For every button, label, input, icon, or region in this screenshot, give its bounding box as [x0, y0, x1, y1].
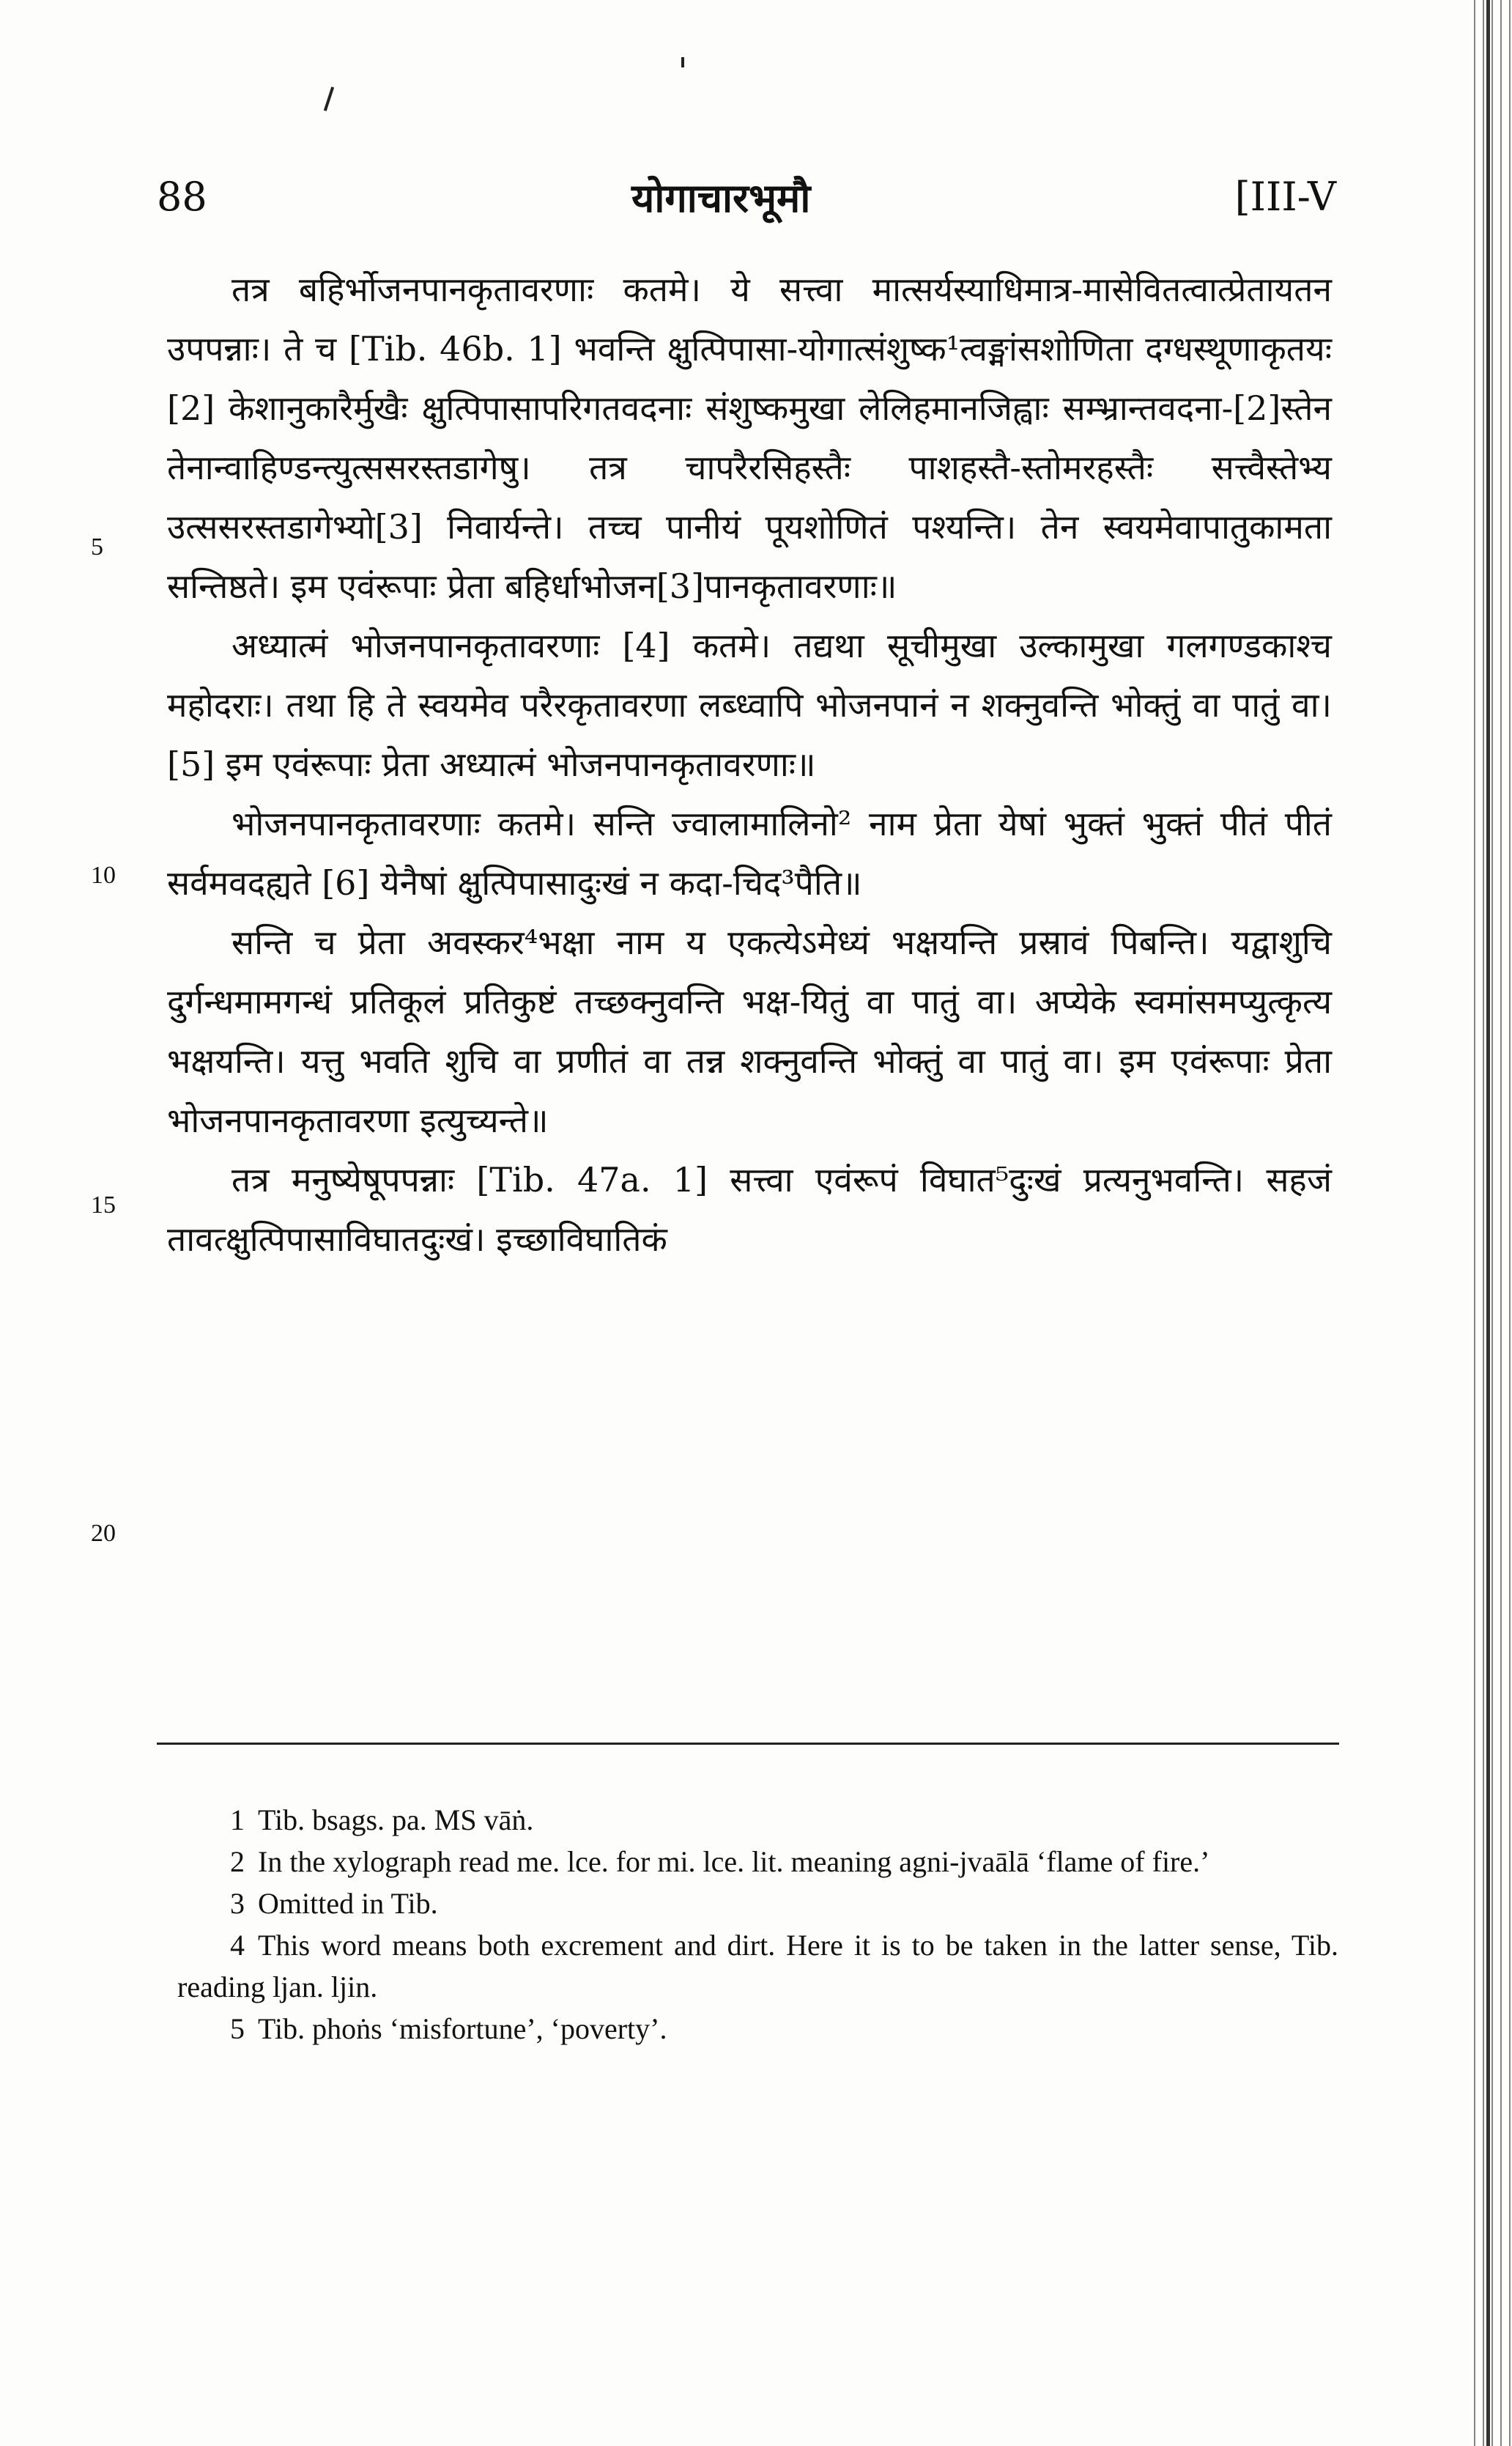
footnote-number: 5 — [230, 2012, 245, 2045]
main-text — [167, 260, 1332, 1269]
spine-border-line — [1486, 0, 1490, 2446]
footnote-text: This word means both excrement and dirt. Here it is to be taken in the latter sense, Tib. reading ljan. ljin. — [177, 1929, 1338, 2003]
footnote — [177, 1799, 1338, 1841]
paragraph: तत्र बहिर्भोजनपानकृतावरणाः कतमे। ये सत्त्वा मात्सर्यस्याधिमात्र-मासेवितत्वात्प्रेतायतन उपपन्नाः। ते च [Tib. 46b. 1] भवन्ति क्षुत्पिपासा-योगात्संशुष्क¹त्वङ्मांसशोणिता दग्धस्थूणाकृतयः [2] केशानुकारैर्मुखैः क्षुत्पिपासापरिगतवदनाः संशुष्कमुखा लेलिहमानजिह्वाः सम्भ्रान्तवदना-[2]स्तेन तेनान्वाहिण्डन्त्युत्ससरस्तडागेषु। तत्र चापरैरसिहस्तैः पाशहस्तै-स्तोमरहस्तैः सत्त्वैस्तेभ्य उत्ससरस्तडागेभ्यो[3] निवार्यन्ते। तच्च पानीयं पूयशोणितं पश्यन्ति। तेन स्वयमेवापातुकामता सन्तिष्ठते। इम एवंरूपाः प्रेता बहिर्धाभोजन[3]पानकृतावरणाः॥ — [167, 270, 1332, 606]
stray-mark — [324, 86, 334, 111]
footnote — [177, 2008, 1338, 2050]
line-number-5: 5 — [91, 533, 103, 561]
line-number-15: 15 — [91, 1191, 116, 1219]
running-title: योगाचारभूमौ — [631, 174, 811, 221]
footnote-number: 1 — [230, 1803, 245, 1836]
footnote-number: 4 — [230, 1929, 245, 1962]
footnote-text: Tib. bsags. pa. MS vāṅ. — [258, 1803, 534, 1836]
footnote-number: 3 — [230, 1887, 245, 1920]
stray-mark — [681, 57, 684, 67]
line-number-10: 10 — [91, 862, 116, 889]
section-marker: [III-V — [1234, 173, 1336, 220]
footnotes — [177, 1799, 1338, 2050]
paragraph: भोजनपानकृतावरणाः कतमे। सन्ति ज्वालामालिनो² नाम प्रेता येषां भुक्तं भुक्तं पीतं पीतं सर्वमवदह्यते [6] येनैषां क्षुत्पिपासादुःखं न कदा-चिद³पैति॥ — [167, 804, 1332, 903]
paragraph: अध्यात्मं भोजनपानकृतावरणाः [4] कतमे। तद्यथा सूचीमुखा उल्कामुखा गलगण्डकाश्च महोदराः। तथा हि ते स्वयमेव परैरकृतावरणा लब्ध्वापि भोजनपानं न शक्नुवन्ति भोक्तुं वा पातुं वा। [5] इम एवंरूपाः प्रेता अध्यात्मं भोजनपानकृतावरणाः॥ — [167, 626, 1332, 784]
footnote-text: In the xylograph read me. lce. for mi. lce. lit. meaning agni-jvaālā ‘flame of fire.’ — [258, 1845, 1210, 1878]
footnote-text: Omitted in Tib. — [258, 1887, 438, 1920]
page-number: 88 — [157, 173, 207, 220]
paragraph: तत्र मनुष्येषूपपन्नाः [Tib. 47a. 1] सत्त्वा एवंरूपं विघात⁵दुःखं प्रत्यनुभवन्ति। सहजं तावत्क्षुत्पिपासाविघातदुःखं। इच्छाविघातिकं — [167, 1160, 1332, 1259]
running-header — [157, 167, 1336, 226]
paragraph: सन्ति च प्रेता अवस्कर⁴भक्षा नाम य एकत्येऽमेध्यं भक्षयन्ति प्रस्रावं पिबन्ति। यद्वाशुचि दुर्गन्धमामगन्धं प्रतिकूलं प्रतिकुष्टं तच्छक्नुवन्ति भक्ष-यितुं वा पातुं वा। अप्येके स्वमांसमप्युत्कृत्य भक्षयन्ति। यत्तु भवति शुचि वा प्रणीतं वा तन्न शक्नुवन्ति भोक्तुं वा पातुं वा। इम एवंरूपाः प्रेता भोजनपानकृतावरणा इत्युच्यन्ते॥ — [167, 923, 1332, 1140]
footnote — [177, 1924, 1338, 2008]
footnote-text: Tib. phoṅs ‘misfortune’, ‘poverty’. — [258, 2012, 667, 2045]
line-number-20: 20 — [91, 1520, 116, 1547]
book-spine-edge — [1470, 0, 1512, 2446]
footnote-number: 2 — [230, 1845, 245, 1878]
footnote-rule — [157, 1743, 1339, 1745]
footnote — [177, 1882, 1338, 1924]
footnote — [177, 1841, 1338, 1882]
